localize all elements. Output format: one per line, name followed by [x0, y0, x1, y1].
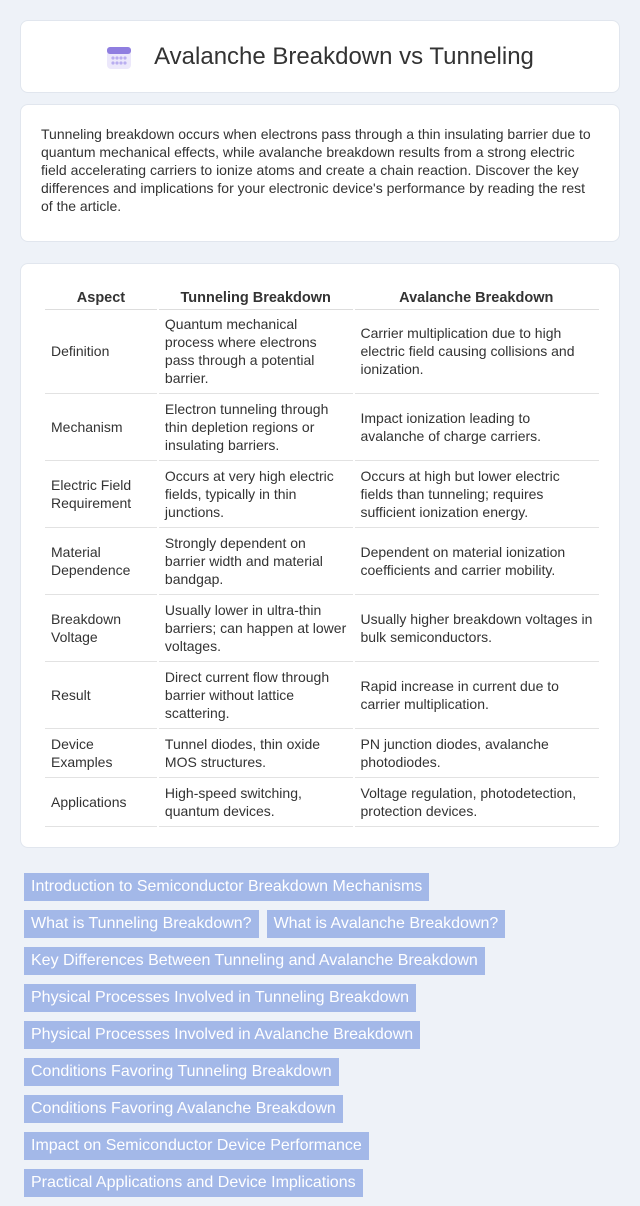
page-title: Avalanche Breakdown vs Tunneling — [154, 42, 534, 70]
cell-tunneling: Usually lower in ultra-thin barriers; can happen at lower voltages. — [158, 594, 354, 661]
topic-link[interactable]: Conditions Favoring Avalanche Breakdown — [24, 1095, 343, 1123]
cell-avalanche: Voltage regulation, photodetection, protection devices. — [354, 777, 600, 826]
column-header-aspect: Aspect — [44, 284, 158, 309]
cell-aspect: Applications — [44, 777, 158, 826]
cell-avalanche: PN junction diodes, avalanche photodiodes. — [354, 728, 600, 777]
column-header-tunneling: Tunneling Breakdown — [158, 284, 354, 309]
cell-avalanche: Occurs at high but lower electric fields than tunneling; requires sufficient ionization energy. — [354, 460, 600, 527]
cell-avalanche: Carrier multiplication due to high electric field causing collisions and ionization. — [354, 309, 600, 393]
cell-tunneling: Direct current flow through barrier without lattice scattering. — [158, 661, 354, 728]
table-row — [44, 527, 599, 594]
cell-avalanche: Usually higher breakdown voltages in bulk semiconductors. — [354, 594, 600, 661]
link-row — [24, 873, 624, 901]
cell-avalanche: Impact ionization leading to avalanche of charge carriers. — [354, 393, 600, 460]
table-row — [44, 728, 599, 777]
topic-link[interactable]: Conditions Favoring Tunneling Breakdown — [24, 1058, 339, 1086]
comparison-table-card — [20, 263, 620, 848]
topic-link[interactable]: Physical Processes Involved in Tunneling Breakdown — [24, 984, 416, 1012]
cell-aspect: Mechanism — [44, 393, 158, 460]
cell-aspect: Definition — [44, 309, 158, 393]
topic-link[interactable]: Impact on Semiconductor Device Performance — [24, 1132, 369, 1160]
topic-link[interactable]: Key Differences Between Tunneling and Avalanche Breakdown — [24, 947, 485, 975]
table-row — [44, 777, 599, 826]
header-card — [20, 20, 620, 93]
table-row — [44, 393, 599, 460]
cell-aspect: Breakdown Voltage — [44, 594, 158, 661]
link-row — [24, 984, 624, 1012]
link-row — [24, 947, 624, 975]
cell-aspect: Electric Field Requirement — [44, 460, 158, 527]
topic-link[interactable]: Practical Applications and Device Implications — [24, 1169, 363, 1197]
cell-tunneling: Tunnel diodes, thin oxide MOS structures. — [158, 728, 354, 777]
table-row — [44, 594, 599, 661]
table-row — [44, 460, 599, 527]
link-row — [24, 1169, 624, 1197]
cell-aspect: Device Examples — [44, 728, 158, 777]
intro-text: Tunneling breakdown occurs when electrons pass through a thin insulating barrier due to quantum mechanical effects, while avalanche breakdown results from a strong electric field accelerating carriers to ionize atoms and create a chain reaction. Discover the key differences and implications for your electronic device's performance by reading the rest of the article. — [41, 126, 591, 214]
cell-aspect: Result — [44, 661, 158, 728]
cell-tunneling: High-speed switching, quantum devices. — [158, 777, 354, 826]
topic-link[interactable]: Introduction to Semiconductor Breakdown Mechanisms — [24, 873, 429, 901]
topic-link[interactable]: What is Avalanche Breakdown? — [267, 910, 506, 938]
topic-link[interactable]: What is Tunneling Breakdown? — [24, 910, 259, 938]
topic-links — [24, 873, 624, 1206]
table-row — [44, 309, 599, 393]
link-row — [24, 1021, 624, 1049]
cell-tunneling: Strongly dependent on barrier width and material bandgap. — [158, 527, 354, 594]
calendar-icon — [106, 44, 132, 70]
column-header-avalanche: Avalanche Breakdown — [354, 284, 600, 309]
intro-card — [20, 104, 620, 242]
topic-link[interactable]: Physical Processes Involved in Avalanche Breakdown — [24, 1021, 420, 1049]
cell-avalanche: Rapid increase in current due to carrier multiplication. — [354, 661, 600, 728]
cell-aspect: Material Dependence — [44, 527, 158, 594]
link-row — [24, 1058, 624, 1086]
cell-tunneling: Quantum mechanical process where electrons pass through a potential barrier. — [158, 309, 354, 393]
table-header-row — [44, 284, 599, 309]
cell-avalanche: Dependent on material ionization coefficients and carrier mobility. — [354, 527, 600, 594]
link-row — [24, 910, 624, 938]
cell-tunneling: Electron tunneling through thin depletion regions or insulating barriers. — [158, 393, 354, 460]
link-row — [24, 1095, 624, 1123]
comparison-table — [43, 284, 599, 827]
cell-tunneling: Occurs at very high electric fields, typically in thin junctions. — [158, 460, 354, 527]
table-row — [44, 661, 599, 728]
link-row — [24, 1132, 624, 1160]
